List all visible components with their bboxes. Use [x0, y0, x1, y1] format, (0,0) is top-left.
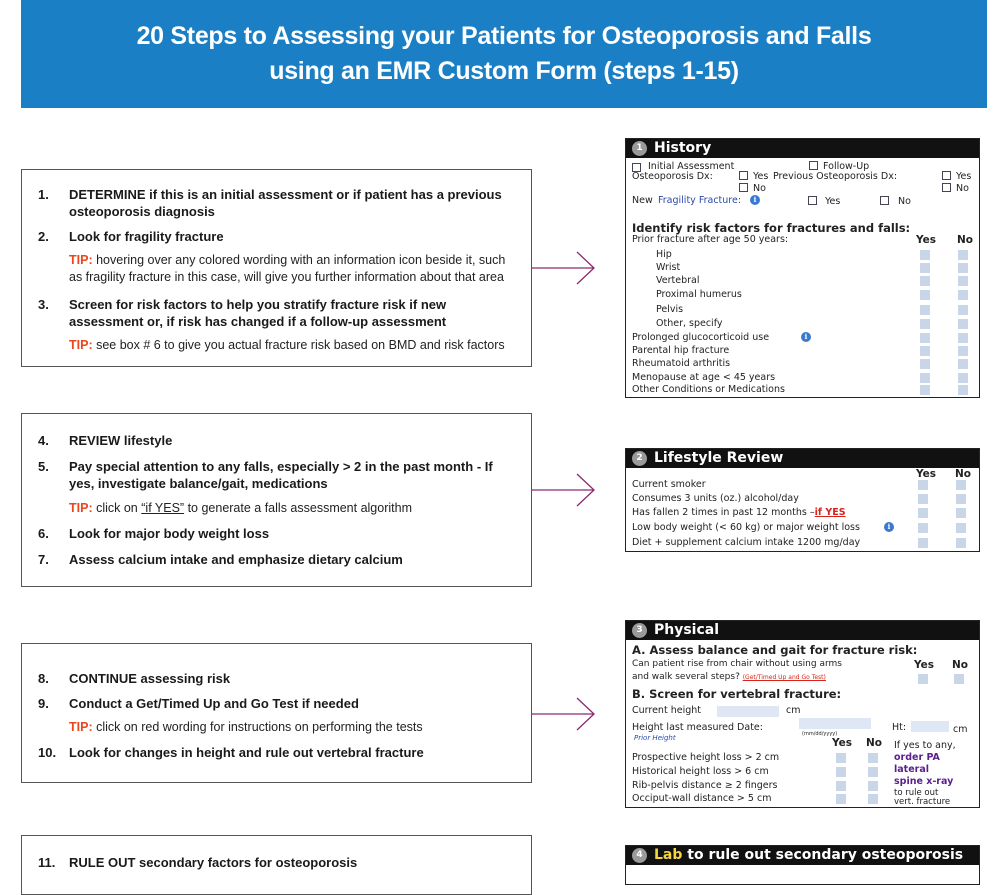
- yes-box[interactable]: [920, 385, 930, 395]
- tip-label: TIP:: [69, 720, 93, 734]
- step-number: 9.: [38, 696, 49, 711]
- yes-box[interactable]: [920, 373, 930, 383]
- steps-box-1: [21, 169, 532, 367]
- tip-text: hovering over any colored wording with an information icon beside it, such as fragility fracture in this case, will give you further information about that area: [69, 253, 506, 284]
- site-other: Other, specify: [656, 318, 723, 329]
- step-number: 6.: [38, 526, 49, 541]
- osteoporosis-dx-label: Osteoporosis Dx:: [632, 171, 713, 182]
- risk-rheumatoid: Rheumatoid arthritis: [632, 358, 731, 369]
- site-proximal-humerus: Proximal humerus: [656, 289, 742, 300]
- yes-box[interactable]: [836, 794, 846, 804]
- no-box[interactable]: [958, 319, 968, 329]
- row-rib-pelvis: Rib-pelvis distance ≥ 2 fingers: [632, 780, 778, 791]
- form-title: Physical: [654, 622, 720, 638]
- step-number: 7.: [38, 552, 49, 567]
- step-6: [38, 525, 509, 542]
- section-number-icon: 1: [632, 141, 647, 156]
- lifestyle-form: [625, 448, 980, 552]
- title-line-1: 20 Steps to Assessing your Patients for Osteoporosis and Falls: [136, 22, 872, 50]
- arrow-icon: [532, 248, 598, 288]
- prior-fracture-label: Prior fracture after age 50 years:: [632, 234, 789, 245]
- step-number: 4.: [38, 433, 49, 448]
- step-text: DETERMINE if this is an initial assessment or if patient has a previous osteoporosis diagnosis: [69, 187, 502, 219]
- no-box[interactable]: [954, 674, 964, 684]
- fragility-no-checkbox[interactable]: [880, 196, 889, 205]
- tip-text: click on red wording for instructions on performing the tests: [92, 720, 423, 734]
- risk-menopause: Menopause at age < 45 years: [632, 372, 776, 383]
- step-text: Look for changes in height and rule out vertebral fracture: [69, 745, 424, 760]
- step-number: 8.: [38, 671, 49, 686]
- step-text: Screen for risk factors to help you stratify fracture risk if new assessment or, if risk has changed if a follow-up assessment: [69, 297, 447, 329]
- prev-dx-yes-checkbox[interactable]: [942, 171, 951, 180]
- step-number: 3.: [38, 297, 49, 312]
- no-label: No: [753, 183, 766, 194]
- no-box[interactable]: [868, 767, 878, 777]
- lab-label[interactable]: Lab: [654, 847, 683, 863]
- yes-box[interactable]: [920, 290, 930, 300]
- no-box[interactable]: [958, 305, 968, 315]
- info-icon[interactable]: i: [801, 332, 811, 342]
- row-fallen-text: Has fallen 2 times in past 12 months –: [632, 507, 815, 518]
- row-calcium: Diet + supplement calcium intake 1200 mg/day: [632, 537, 861, 548]
- previous-osteoporosis-dx-label: Previous Osteoporosis Dx:: [773, 171, 898, 182]
- osteo-dx-yes-checkbox[interactable]: [739, 171, 748, 180]
- arrow-icon: [532, 470, 598, 510]
- prev-dx-no-checkbox[interactable]: [942, 183, 951, 192]
- step-10: [38, 744, 509, 761]
- no-box[interactable]: [958, 385, 968, 395]
- site-hip: Hip: [656, 249, 672, 260]
- step-text: REVIEW lifestyle: [69, 433, 173, 448]
- no-box[interactable]: [956, 494, 966, 504]
- section-a-heading: A. Assess balance and gait for fracture risk:: [632, 643, 918, 657]
- initial-assessment-label: Initial Assessment: [648, 161, 735, 172]
- step-4: [38, 432, 509, 449]
- yes-box[interactable]: [920, 359, 930, 369]
- yes-box[interactable]: [918, 508, 928, 518]
- section-number-icon: 3: [632, 623, 647, 638]
- section-number-icon: 4: [632, 848, 647, 863]
- no-box[interactable]: [868, 781, 878, 791]
- no-box[interactable]: [958, 346, 968, 356]
- osteo-dx-no-checkbox[interactable]: [739, 183, 748, 192]
- step-2: [38, 228, 509, 245]
- info-icon[interactable]: i: [750, 195, 760, 205]
- title-line-2: using an EMR Custom Form (steps 1-15): [269, 57, 739, 85]
- site-wrist: Wrist: [656, 262, 681, 273]
- step-8: [38, 670, 509, 687]
- yes-box[interactable]: [920, 333, 930, 343]
- no-label: No: [898, 196, 911, 207]
- ht-label: Ht:: [892, 722, 907, 733]
- yes-box[interactable]: [920, 276, 930, 286]
- tip-text: click on: [92, 501, 142, 515]
- current-height-label: Current height: [632, 705, 701, 716]
- if-yes-link[interactable]: if YES: [814, 507, 846, 518]
- col-yes-header: Yes: [914, 659, 935, 671]
- if-yes-note: If yes to any,: [894, 740, 956, 751]
- spine-xray-link[interactable]: spine x-ray: [894, 776, 954, 787]
- timed-up-go-link[interactable]: (Get/Timed Up and Go Test): [742, 674, 826, 681]
- history-form: [625, 138, 980, 398]
- steps-box-4: [21, 835, 532, 895]
- tip-text: to generate a falls assessment algorithm: [184, 501, 412, 515]
- no-box[interactable]: [958, 373, 968, 383]
- cm-label: cm: [786, 705, 801, 716]
- no-box[interactable]: [958, 290, 968, 300]
- step-number: 5.: [38, 459, 49, 474]
- tip-label: TIP:: [69, 501, 93, 515]
- form-title: History: [654, 140, 712, 156]
- col-no-header: No: [866, 737, 883, 749]
- follow-up-label: Follow-Up: [823, 161, 870, 172]
- risk-other-conditions: Other Conditions or Medications: [632, 384, 785, 395]
- vert-fracture-note: vert. fracture: [894, 797, 951, 807]
- risk-glucocorticoid: Prolonged glucocorticoid use: [632, 332, 770, 343]
- col-yes-header: Yes: [832, 737, 853, 749]
- yes-label: Yes: [753, 171, 769, 182]
- yes-box[interactable]: [836, 753, 846, 763]
- row-smoker: Current smoker: [632, 479, 706, 490]
- form-title: to rule out secondary osteoporosis: [682, 847, 964, 863]
- no-label: No: [956, 183, 969, 194]
- step-text: RULE OUT secondary factors for osteoporosis: [69, 855, 358, 870]
- step-text: Look for fragility fracture: [69, 229, 224, 244]
- step-1: [38, 186, 509, 220]
- risk-parental-hip: Parental hip fracture: [632, 345, 730, 356]
- no-box[interactable]: [958, 359, 968, 369]
- yes-box[interactable]: [918, 480, 928, 490]
- site-vertebral: Vertebral: [656, 275, 700, 286]
- step-number: 1.: [38, 187, 49, 202]
- risk-factors-heading: Identify risk factors for fractures and falls:: [632, 221, 911, 235]
- yes-box[interactable]: [920, 319, 930, 329]
- date-input[interactable]: [799, 718, 871, 729]
- step-9: [38, 695, 509, 712]
- yes-box[interactable]: [836, 781, 846, 791]
- col-no-header: No: [952, 659, 969, 671]
- no-box[interactable]: [868, 794, 878, 804]
- physical-form: [625, 620, 980, 808]
- tip-red-wording: [69, 719, 519, 736]
- yes-box[interactable]: [920, 263, 930, 273]
- tip-label: TIP:: [69, 338, 93, 352]
- yes-label: Yes: [956, 171, 972, 182]
- steps-box-3: [21, 643, 532, 783]
- yes-box[interactable]: [836, 767, 846, 777]
- yes-label: Yes: [825, 196, 841, 207]
- step-number: 11.: [38, 855, 56, 870]
- yes-box[interactable]: [918, 494, 928, 504]
- form-header: [626, 449, 979, 468]
- no-box[interactable]: [868, 753, 878, 763]
- info-icon[interactable]: i: [884, 522, 894, 532]
- row-alcohol: Consumes 3 units (oz.) alcohol/day: [632, 493, 799, 504]
- lab-form: [625, 845, 980, 885]
- current-height-input[interactable]: [717, 706, 779, 717]
- no-box[interactable]: [958, 250, 968, 260]
- new-label: New: [632, 195, 653, 206]
- no-box[interactable]: [956, 538, 966, 548]
- tip-label: TIP:: [69, 253, 93, 267]
- yes-box[interactable]: [918, 674, 928, 684]
- step-text: Conduct a Get/Timed Up and Go Test if needed: [69, 696, 359, 711]
- col-yes-header: Yes: [916, 234, 937, 246]
- no-box[interactable]: [956, 523, 966, 533]
- arrow-icon: [532, 694, 598, 734]
- yes-box[interactable]: [920, 305, 930, 315]
- no-box[interactable]: [956, 508, 966, 518]
- no-box[interactable]: [956, 480, 966, 490]
- col-no-header: No: [955, 468, 972, 480]
- step-number: 2.: [38, 229, 49, 244]
- step-5: [38, 458, 509, 492]
- no-box[interactable]: [958, 276, 968, 286]
- step-text: Assess calcium intake and emphasize dietary calcium: [69, 552, 403, 567]
- chair-question-text: and walk several steps?: [632, 672, 740, 682]
- fragility-fracture-link[interactable]: Fragility Fracture:: [658, 195, 742, 206]
- row-body-weight: Low body weight (< 60 kg) or major weight loss: [632, 522, 860, 533]
- ht-input[interactable]: [911, 721, 949, 732]
- col-yes-header: Yes: [916, 468, 937, 480]
- height-last-label: Height last measured Date:: [632, 722, 763, 733]
- yes-box[interactable]: [918, 538, 928, 548]
- row-fallen: [632, 507, 846, 518]
- tip-if-yes: [69, 500, 519, 517]
- chair-question-2: [632, 672, 826, 682]
- no-box[interactable]: [958, 333, 968, 343]
- form-title: Lifestyle Review: [654, 450, 784, 466]
- form-header: [626, 621, 979, 640]
- form-header: [626, 139, 979, 158]
- no-box[interactable]: [958, 263, 968, 273]
- col-no-header: No: [957, 234, 974, 246]
- yes-box[interactable]: [920, 250, 930, 260]
- step-text: Pay special attention to any falls, especially > 2 in the past month - If yes, investigate balance/gait, medications: [69, 459, 493, 491]
- tip-box6: [69, 337, 519, 354]
- date-format: (mm/dd/yyyy): [802, 731, 838, 737]
- row-historical-loss: Historical height loss > 6 cm: [632, 766, 769, 777]
- step-number: 10.: [38, 745, 57, 760]
- rule-out-note: to rule out: [894, 788, 939, 798]
- prior-height-label: Prior Height: [634, 734, 676, 742]
- chair-question: Can patient rise from chair without using arms: [632, 659, 842, 669]
- fragility-yes-checkbox[interactable]: [808, 196, 817, 205]
- yes-box[interactable]: [920, 346, 930, 356]
- yes-box[interactable]: [918, 523, 928, 533]
- lateral-link[interactable]: lateral: [894, 764, 930, 775]
- step-text: CONTINUE assessing risk: [69, 671, 231, 686]
- row-prospective-loss: Prospective height loss > 2 cm: [632, 752, 780, 763]
- section-number-icon: 2: [632, 451, 647, 466]
- tip-text: see box # 6 to give you actual fracture risk based on BMD and risk factors: [92, 338, 505, 352]
- steps-box-2: [21, 413, 532, 587]
- order-pa-link[interactable]: order PA: [894, 752, 940, 763]
- title-banner: [21, 0, 987, 108]
- if-yes-link[interactable]: “if YES”: [141, 501, 185, 515]
- step-7: [38, 551, 509, 568]
- section-b-heading: B. Screen for vertebral fracture:: [632, 687, 842, 701]
- row-occiput-wall: Occiput-wall distance > 5 cm: [632, 793, 772, 804]
- step-text: Look for major body weight loss: [69, 526, 270, 541]
- follow-up-checkbox[interactable]: [809, 161, 818, 170]
- tip-hover: [69, 252, 519, 286]
- form-header: [626, 846, 979, 865]
- step-11: [38, 854, 509, 871]
- cm-label: cm: [953, 724, 968, 735]
- step-3: [38, 296, 509, 330]
- site-pelvis: Pelvis: [656, 304, 684, 315]
